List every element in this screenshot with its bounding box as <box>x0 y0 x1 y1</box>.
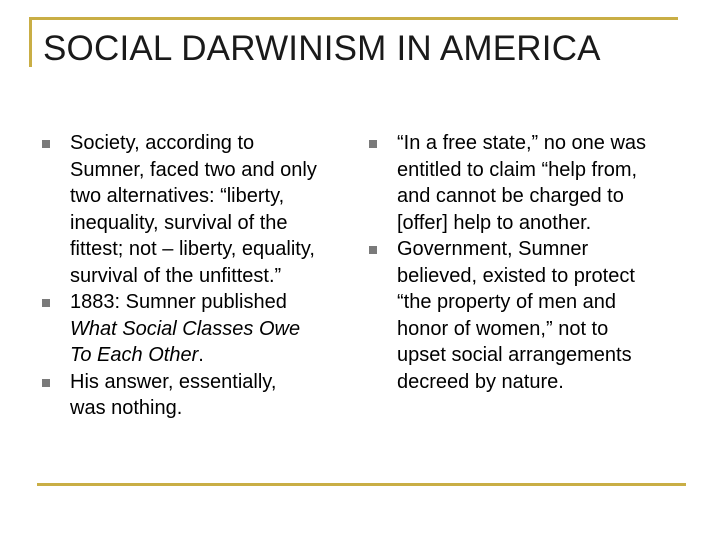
bottom-rule <box>37 483 686 486</box>
square-bullet-icon <box>369 140 377 148</box>
square-bullet-icon <box>42 379 50 387</box>
square-bullet-icon <box>42 140 50 148</box>
title-frame-top-rule <box>30 17 678 20</box>
right-column <box>368 130 688 395</box>
left-column <box>41 130 341 422</box>
bullet-item <box>41 289 341 369</box>
bullet-text: Government, Sumner believed, existed to protect “the property of men and honor of women,” not to upset social arrangements decreed by nature. <box>397 238 635 393</box>
title-frame-left-rule <box>29 17 32 67</box>
square-bullet-icon <box>42 299 50 307</box>
slide-title: SOCIAL DARWINISM IN AMERICA <box>43 29 601 68</box>
bullet-text-prefix: 1883: Sumner published <box>70 291 287 313</box>
square-bullet-icon <box>369 246 377 254</box>
bullet-text <box>70 289 341 369</box>
bullet-text: “In a free state,” no one was entitled to claim “help from, and cannot be charged to [offer] help to another. <box>397 132 647 234</box>
bullet-item <box>41 369 341 422</box>
bullet-text-suffix: . <box>198 344 204 366</box>
bullet-item <box>41 130 341 289</box>
bullet-item <box>368 130 688 236</box>
bullet-item <box>368 236 688 395</box>
bullet-text: Society, according to Sumner, faced two and only two alternatives: “liberty, inequality, survival of the fittest; not – liberty, equality, survival of the unfittest.” <box>70 132 317 287</box>
bullet-text: His answer, essentially, was nothing. <box>70 370 277 419</box>
book-title: What Social Classes Owe To Each Other <box>70 317 301 366</box>
